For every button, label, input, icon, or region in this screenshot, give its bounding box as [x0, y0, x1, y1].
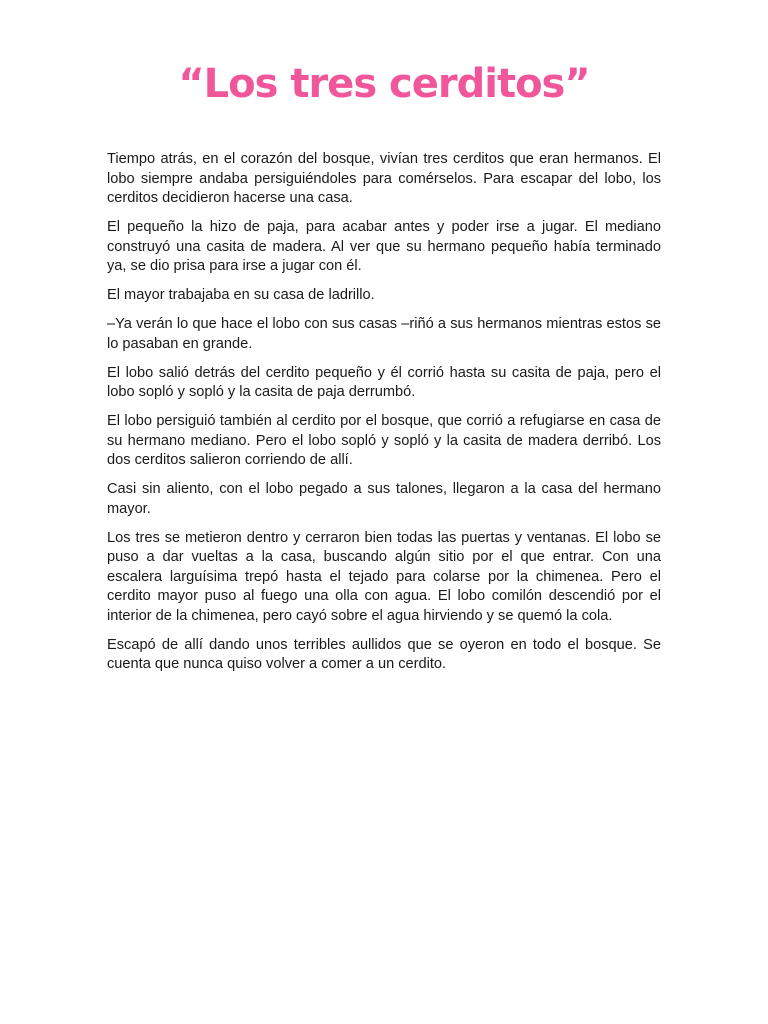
story-paragraph-3: El mayor trabajaba en su casa de ladrillo. — [107, 287, 375, 303]
story-paragraph-1: Tiempo atrás, en el corazón del bosque, vivían tres cerditos que eran hermanos. El lobo siempre andaba persiguiéndoles para comérselos. Para escapar del lobo, los cerditos decidieron hacerse una casa. — [107, 151, 661, 206]
story-title: “Los tres cerditos” — [178, 61, 590, 107]
story-paragraph-5: El lobo salió detrás del cerdito pequeño y él corrió hasta su casita de paja, pero el lobo sopló y sopló y la casita de paja derrumbó. — [107, 364, 661, 400]
story-body — [107, 150, 661, 684]
story-paragraph-7: Casi sin aliento, con el lobo pegado a sus talones, llegaron a la casa del hermano mayor. — [107, 481, 661, 517]
story-paragraph-4: –Ya verán lo que hace el lobo con sus casas –riñó a sus hermanos mientras estos se lo pasaban en grande. — [107, 316, 661, 352]
story-paragraph-8: Los tres se metieron dentro y cerraron bien todas las puertas y ventanas. El lobo se puso a dar vueltas a la casa, buscando algún sitio por el que entrar. Con una escalera larguísima trepó hasta el tejado para colarse por la chimenea. Pero el cerdito mayor puso al fuego una olla con agua. El lobo comilón descendió por el interior de la chimenea, pero cayó sobre el agua hirviendo y se quemó la cola. — [107, 529, 661, 624]
story-paragraph-9: Escapó de allí dando unos terribles aullidos que se oyeron en todo el bosque. Se cuenta que nunca quiso volver a comer a un cerdito. — [107, 636, 661, 672]
story-paragraph-2: El pequeño la hizo de paja, para acabar antes y poder irse a jugar. El mediano construyó una casita de madera. Al ver que su hermano pequeño había terminado ya, se dio prisa para irse a jugar con él. — [107, 219, 661, 274]
story-paragraph-6: El lobo persiguió también al cerdito por el bosque, que corrió a refugiarse en casa de su hermano mediano. Pero el lobo sopló y sopló y la casita de madera derribó. Los dos cerditos salieron corriendo de allí. — [107, 413, 661, 468]
